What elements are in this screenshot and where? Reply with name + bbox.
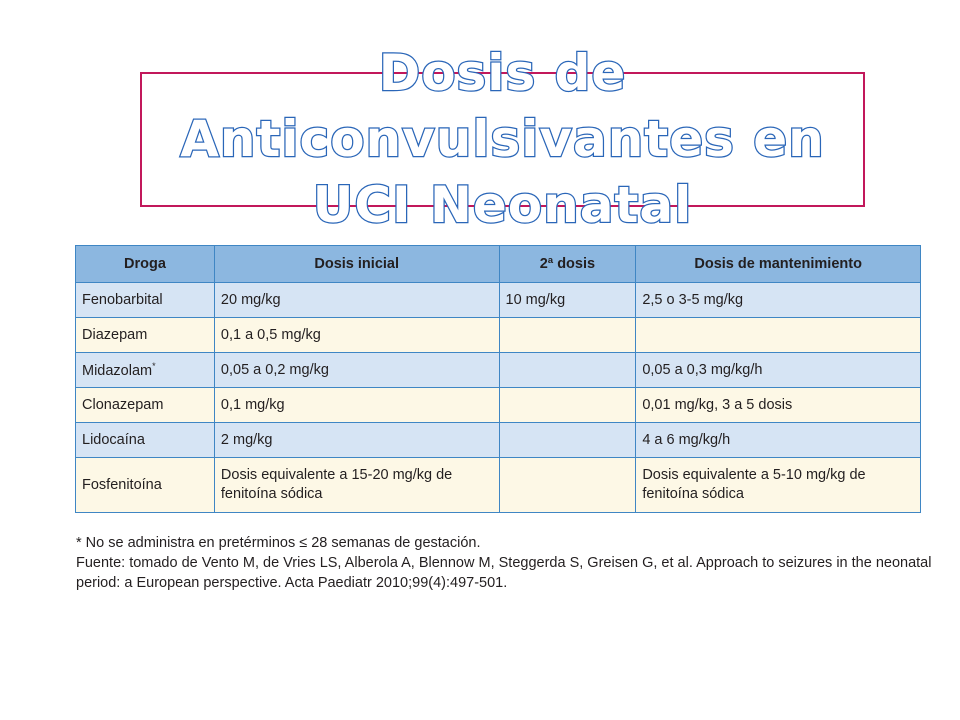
- page-title: Dosis de Anticonvulsivantes en UCI Neonatal: [180, 44, 825, 224]
- cell-initial-dose: 20 mg/kg: [214, 283, 499, 318]
- cell-second-dose: [499, 423, 636, 458]
- cell-initial-dose: Dosis equivalente a 15-20 mg/kg de fenitoína sódica: [214, 458, 499, 513]
- header-second-dose: 2ª dosis: [499, 246, 636, 283]
- cell-second-dose: 10 mg/kg: [499, 283, 636, 318]
- cell-maintenance-dose: 0,01 mg/kg, 3 a 5 dosis: [636, 388, 921, 423]
- title-container: [140, 40, 865, 224]
- cell-drug: Clonazepam: [76, 388, 215, 423]
- source-citation: Fuente: tomado de Vento M, de Vries LS, Alberola A, Blennow M, Steggerda S, Greisen G, et al. Approach to seizures in the neonatal period: a European perspective. Acta Paediatr 2010;99(4):497-501.: [76, 555, 932, 591]
- table-row: [76, 423, 921, 458]
- cell-drug: [76, 353, 215, 388]
- cell-initial-dose: 0,1 mg/kg: [214, 388, 499, 423]
- table-row: [76, 353, 921, 388]
- cell-second-dose: [499, 458, 636, 513]
- cell-initial-dose: 0,05 a 0,2 mg/kg: [214, 353, 499, 388]
- cell-drug: Diazepam: [76, 318, 215, 353]
- cell-drug: Lidocaína: [76, 423, 215, 458]
- cell-second-dose: [499, 353, 636, 388]
- header-initial-dose: Dosis inicial: [214, 246, 499, 283]
- header-maintenance-dose: Dosis de mantenimiento: [636, 246, 921, 283]
- cell-second-dose: [499, 318, 636, 353]
- cell-maintenance-dose: 4 a 6 mg/kg/h: [636, 423, 921, 458]
- cell-maintenance-dose: [636, 318, 921, 353]
- anticonvulsant-dose-table: [75, 245, 921, 513]
- header-drug: Droga: [76, 246, 215, 283]
- cell-initial-dose: 0,1 a 0,5 mg/kg: [214, 318, 499, 353]
- drug-name: Midazolam: [82, 362, 153, 379]
- table-row: [76, 283, 921, 318]
- cell-initial-dose: 2 mg/kg: [214, 423, 499, 458]
- cell-maintenance-dose: 2,5 o 3-5 mg/kg: [636, 283, 921, 318]
- table-header-row: [76, 246, 921, 283]
- cell-drug: Fosfenitoína: [76, 458, 215, 513]
- table-row: [76, 388, 921, 423]
- table-notes: [76, 533, 936, 593]
- cell-maintenance-dose: Dosis equivalente a 5-10 mg/kg de fenitoína sódica: [636, 458, 921, 513]
- cell-drug: Fenobarbital: [76, 283, 215, 318]
- cell-second-dose: [499, 388, 636, 423]
- table-row: [76, 318, 921, 353]
- cell-maintenance-dose: 0,05 a 0,3 mg/kg/h: [636, 353, 921, 388]
- footnote-marker: *: [152, 361, 156, 372]
- table-row: [76, 458, 921, 513]
- footnote: * No se administra en pretérminos ≤ 28 semanas de gestación.: [76, 535, 481, 551]
